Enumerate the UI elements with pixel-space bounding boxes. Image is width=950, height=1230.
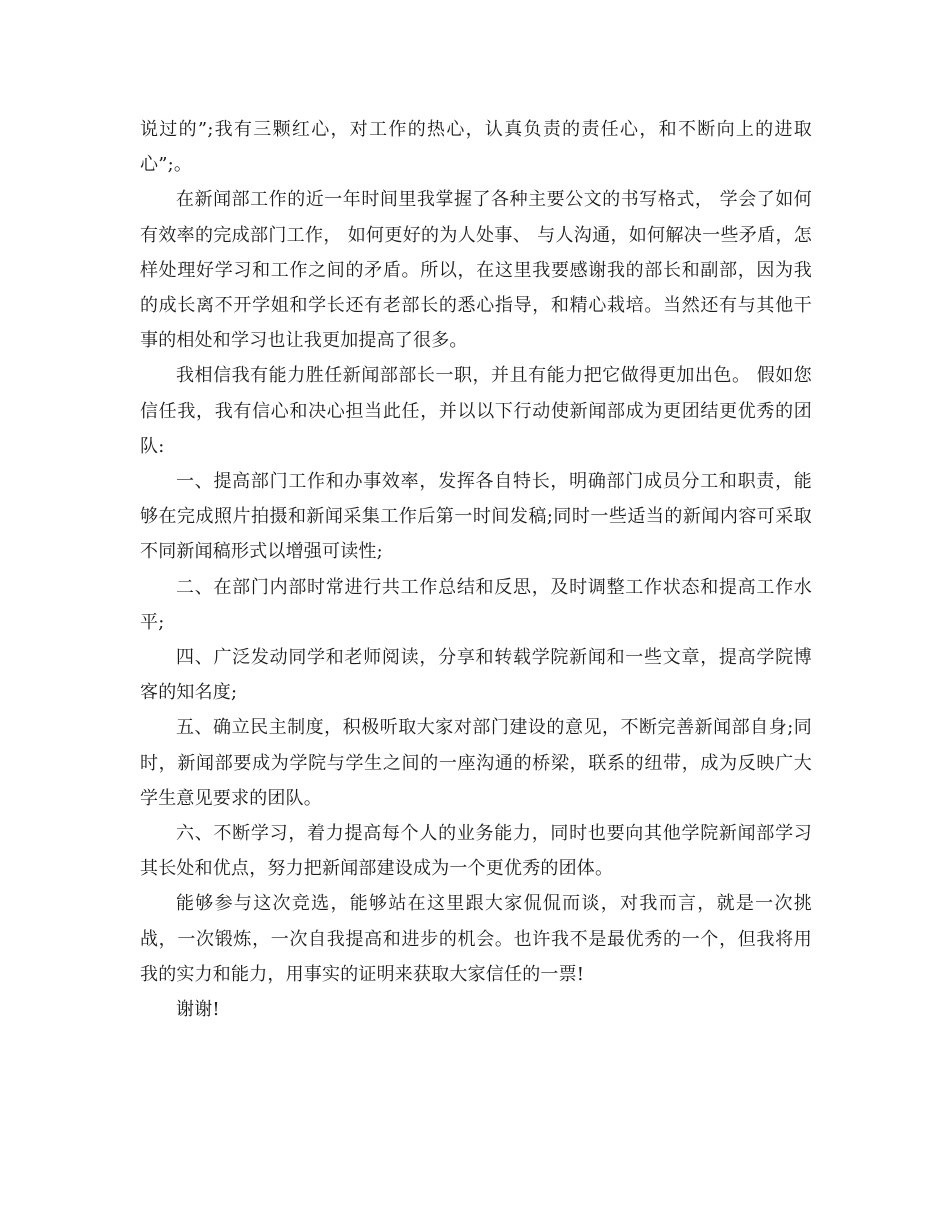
paragraph-3: 我相信我有能力胜任新闻部部长一职，并且有能力把它做得更加出色。 假如您信任我，我有信心和决心担当此任，并以以下行动使新闻部成为更团结更优秀的团队: [140, 365, 812, 457]
paragraph-10: 谢谢! [176, 999, 220, 1021]
paragraph-9: 能够参与这次竞选，能够站在这里跟大家侃侃而谈，对我而言，就是一次挑战，一次锻炼，一次自我提高和进步的机会。也许我不是最优秀的一个，但我将用我的实力和能力，用事实的证明来获取大家信任的一票! [140, 893, 812, 985]
paragraph-8: 六、不断学习，着力提高每个人的业务能力，同时也要向其他学院新闻部学习其长处和优点，努力把新闻部建设成为一个更优秀的团体。 [140, 823, 812, 880]
paragraph-6: 四、广泛发动同学和老师阅读，分享和转载学院新闻和一些文章，提高学院博客的知名度; [140, 647, 812, 704]
paragraph-4: 一、提高部门工作和办事效率，发挥各自特长，明确部门成员分工和职责，能够在完成照片拍摄和新闻采集工作后第一时间发稿;同时一些适当的新闻内容可采取不同新闻稿形式以增强可读性; [140, 471, 812, 563]
paragraph-5: 二、在部门内部时常进行共工作总结和反思，及时调整工作状态和提高工作水平; [140, 576, 812, 633]
paragraph-7: 五、确立民主制度，积极听取大家对部门建设的意见，不断完善新闻部自身;同时，新闻部要成为学院与学生之间的一座沟通的桥梁，联系的纽带，成为反映广大学生意见要求的团队。 [140, 717, 812, 809]
document-body [140, 112, 812, 1027]
paragraph-1: 说过的”;我有三颗红心，对工作的热心，认真负责的责任心，和不断向上的进取心”;。 [140, 119, 812, 176]
paragraph-2: 在新闻部工作的近一年时间里我掌握了各种主要公文的书写格式， 学会了如何有效率的完成部门工作， 如何更好的为人处事、 与人沟通，如何解决一些矛盾，怎样处理好学习和工作之间的矛盾。所以，在这里我要感谢我的部长和副部，因为我的成长离不开学姐和学长还有老部长的悉心指导，和精心栽培。当然还有与其他干事的相处和学习也让我更加提高了很多。 [140, 189, 812, 352]
